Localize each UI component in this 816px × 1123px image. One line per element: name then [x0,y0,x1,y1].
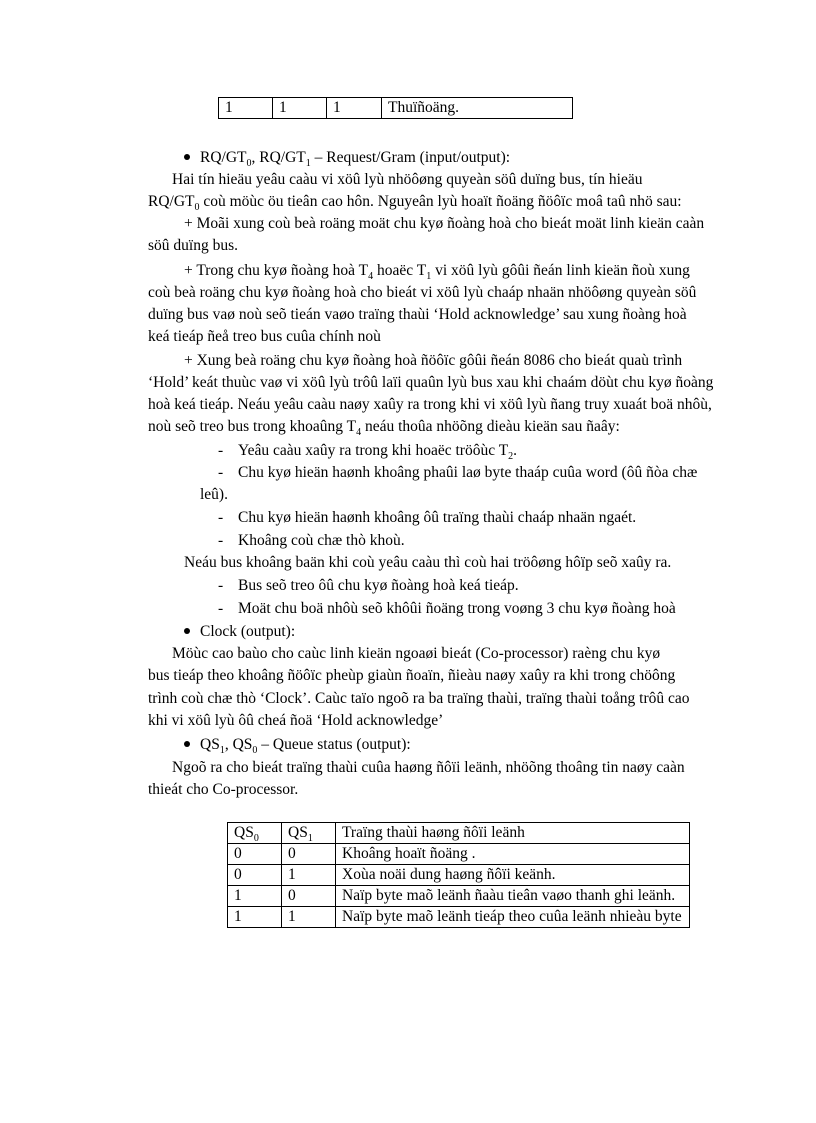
table-cell: 1 [228,907,282,928]
condition-item: - Chu kyø hieän haønh khoâng ôû traïng thaùi chaáp nhaän ngaét. [218,509,637,526]
table-cell: 1 [273,98,327,119]
text-line: ‘Hold’ keát thuùc vaø vi xöû lyù trôû laïi quaûn lyù bus xau khi chaám döùt chu kyø ñoàng [148,374,714,391]
table-cell: Khoâng hoaït ñoäng . [336,844,690,865]
table-cell: Naïp byte maõ leänh tieáp theo cuûa leänh nhieàu byte [336,907,690,928]
text-line: duïng bus vaø noù seõ tieán vaøo traïng thaùi ‘Hold acknowledge’ sau xung ñoàng hoà [148,306,687,323]
text-line: + Trong chu kyø ñoàng hoà $T_4$ hoaëc $T_1$ vi xöû lyù gôûi ñeán linh kieän ñoù xung [184,262,690,283]
qs-heading [184,734,411,756]
table-row [228,907,690,928]
top-table [218,97,573,119]
condition-text: Yeâu caàu xaûy ra trong khi hoaëc tröôùc $T_2$. [238,442,518,463]
rqgt-heading [184,147,510,169]
text-line: Hai tín hieäu yeâu caàu vi xöû lyù nhöôøng quyeàn söû duïng bus, tín hieäu [172,171,643,188]
table-row [219,98,573,119]
condition-item: - Yeâu caàu xaûy ra trong khi hoaëc tröôùc $T_2$. [218,442,518,463]
table-cell: Thuïñoäng. [382,98,573,119]
condition-item: - Khoâng coù chæ thò khoù. [218,532,405,549]
table-cell: Naïp byte maõ leänh ñaàu tieân vaøo thanh ghi leänh. [336,886,690,907]
text-line: khi vi xöû lyù ôû cheá ñoä ‘Hold acknowledge’ [148,712,444,729]
condition-item-cont: leû). [200,486,228,503]
text-line: thieát cho Co-processor. [148,781,299,798]
table-cell: 0 [282,886,336,907]
table-cell: 1 [327,98,382,119]
qs-label: $QS_1$, $QS_0$ – Queue status (output): [200,736,411,757]
text-line: $RQ/GT_0$ coù möùc öu tieân cao hôn. Nguyeân lyù hoaït ñoäng ñöôïc moâ taû nhö sau: [148,193,682,214]
text-line: + Moãi xung coù beà roäng moät chu kyø ñoàng hoà cho bieát moät linh kieän caàn [184,215,705,232]
text-line: coù beà roäng chu kyø ñoàng hoà cho bieát vi xöû lyù chaáp nhaän nhöôøng quyeàn söû [148,284,697,301]
table-cell: 0 [228,865,282,886]
bullet-icon [184,154,190,160]
queue-status-table [227,822,690,928]
table-cell: 1 [282,865,336,886]
text-line: Ngoõ ra cho bieát traïng thaùi cuûa haøng ñôïi leänh, nhöõng thoâng tin naøy caàn [172,759,685,776]
condition-item: - Chu kyø hieän haønh khoâng phaûi laø byte thaáp cuûa word (ôû ñòa chæ [218,464,698,481]
table-cell: 1 [228,886,282,907]
table-header-row [228,823,690,844]
header-cell: $QS_1$ [282,823,336,844]
text-line: trình coù chæ thò ‘Clock’. Caùc taïo ngoõ ra ba traïng thaùi, traïng thaùi toång trôû cao [148,690,690,707]
table-cell: 1 [219,98,273,119]
text-line: Möùc cao baùo cho caùc linh kieän ngoaøi bieát (Co-processor) raèng chu kyø [172,645,661,662]
text-line: söû duïng bus. [148,237,238,254]
case-item: - Moät chu boä nhôù seõ khôûi ñoäng trong voøng 3 chu kyø ñoàng hoà [218,600,676,617]
text-line: Neáu bus khoâng baän khi coù yeâu caàu thì coù hai tröôøng hôïp seõ xaûy ra. [184,554,672,571]
text-line: hoà keá tieáp. Neáu yeâu caàu naøy xaûy ra trong khi vi xöû lyù ñang truy xuaát boä nhôù, [148,396,712,413]
header-cell: Traïng thaùi haøng ñôïi leänh [336,823,690,844]
header-cell: $QS_0$ [228,823,282,844]
text-line: keá tieáp ñeå treo bus cuûa chính noù [148,328,381,345]
text-line: noù seõ treo bus trong khoaûng $T_4$ neáu thoûa nhöõng dieàu kieän sau ñaây: [148,418,620,439]
bullet-icon [184,741,190,747]
table-cell: Xoùa noäi dung haøng ñôïi keänh. [336,865,690,886]
table-cell: 0 [228,844,282,865]
clock-heading: Clock (output): [184,621,295,643]
rqgt-label: $RQ/GT_0$, $RQ/GT_1$ – Request/Gram (input/output): [200,149,511,170]
text-line: + Xung beà roäng chu kyø ñoàng hoà ñöôïc gôûi ñeán 8086 cho bieát quaù trình [184,352,683,369]
bullet-icon [184,628,190,634]
table-row [228,886,690,907]
text-line: bus tieáp theo khoâng ñöôïc pheùp giaùn ñoaïn, ñieàu naøy xaûy ra khi trong chöông [148,667,676,684]
case-item: - Bus seõ treo ôû chu kyø ñoàng hoà keá tieáp. [218,577,519,594]
table-cell: 1 [282,907,336,928]
table-cell: 0 [282,844,336,865]
table-row [228,844,690,865]
table-row [228,865,690,886]
